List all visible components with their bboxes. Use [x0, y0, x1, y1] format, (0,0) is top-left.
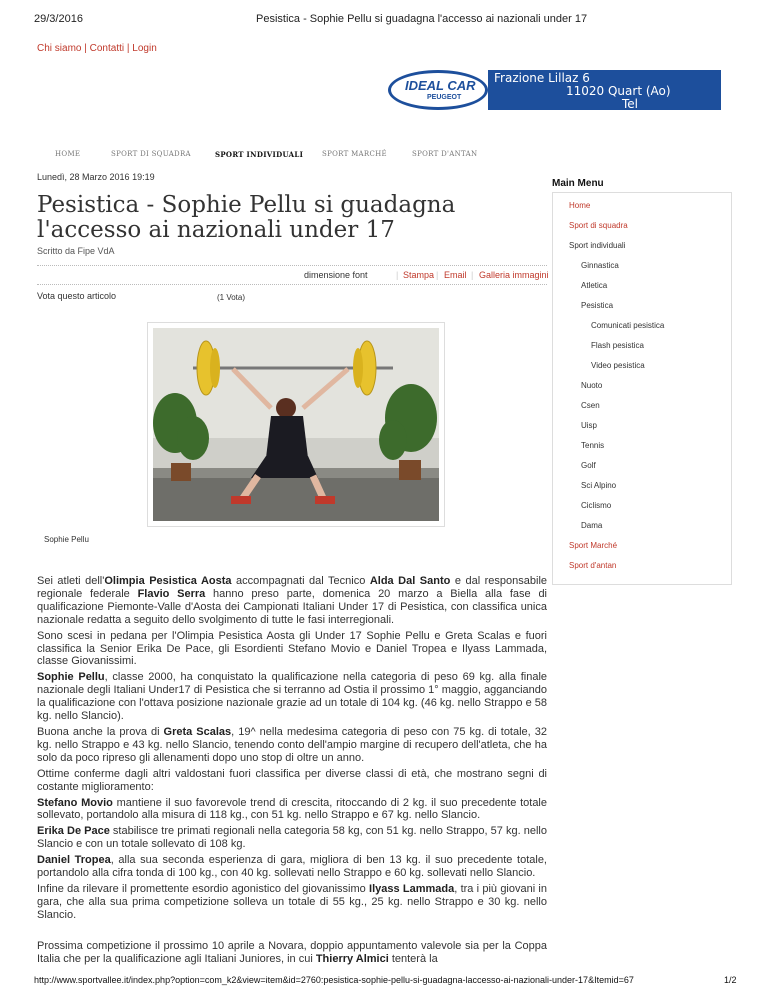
athlete-name: Erika De Pace	[37, 825, 110, 838]
article-body	[37, 575, 547, 968]
paragraph-text: Sei atleti dell'	[37, 575, 105, 587]
athlete-name: Daniel Tropea	[37, 854, 111, 867]
page-number: 1/2	[724, 975, 737, 985]
ad-line-3: Tel 0165/765991	[622, 97, 703, 124]
print-link[interactable]: Stampa	[403, 270, 435, 280]
paragraph-text: Sono scesi in pedana per l'Olimpia Pesistica Aosta gli Under 17 Sophie Pellu e Greta Scalas e fuori classifica la Senior Erika De Pace, gli Esordienti Stefano Movio e Daniel Tropea e Ilyass Lammada, classe Giovanissimi.	[37, 629, 547, 668]
article-paragraph	[37, 825, 547, 851]
menu-item-sport-march-[interactable]: Sport Marché	[569, 541, 618, 550]
link-login[interactable]: Login	[132, 43, 157, 54]
paragraph-text: e dal responsabile regionale federale	[37, 575, 548, 600]
vote-count: (1 Vota)	[217, 293, 246, 302]
menu-item-nuoto[interactable]: Nuoto	[581, 381, 603, 390]
divider	[37, 265, 547, 266]
article-paragraph	[37, 671, 547, 723]
ad-line-1: Frazione Lillaz 6	[494, 71, 590, 85]
article-photo[interactable]	[147, 322, 445, 527]
paragraph-text: mantiene il suo favorevole trend di crescita, ritoccando di 2 kg. il suo precedente totale sollevato, portandolo alla misura di 118 kg., con 51 kg. nello Strappo e 67 kg. nello Slancio.	[37, 796, 547, 822]
ad-brand: IDEAL CAR	[405, 78, 476, 93]
menu-item-ciclismo[interactable]: Ciclismo	[581, 501, 612, 510]
athlete-name: Alda Dal Santo	[369, 575, 451, 587]
nav-sport-marche[interactable]: SPORT MARCHÉ	[322, 150, 387, 158]
menu-item-pesistica[interactable]: Pesistica	[581, 301, 614, 310]
paragraph-text: tenterà la	[388, 952, 438, 965]
athlete-name: Sophie Pellu	[37, 671, 105, 684]
article-paragraph	[37, 630, 547, 669]
menu-item-flash-pesistica[interactable]: Flash pesistica	[591, 341, 644, 350]
athlete-name: Stefano Movio	[37, 796, 113, 809]
main-menu	[552, 192, 732, 585]
article-paragraph	[37, 768, 547, 794]
print-date: 29/3/2016	[34, 13, 83, 25]
top-links: Chi siamo | Contatti | Login	[37, 43, 157, 54]
photo-caption: Sophie Pellu	[44, 535, 89, 544]
paragraph-text: , alla sua seconda esperienza di gara, migliora di ben 13 kg. il suo precedente totale, portandolo alla cifra tonda di 100 kg., con 40 kg. sollevati nello Strappo e 60 kg. sollevati nello Slancio.	[37, 854, 547, 880]
article-paragraph	[37, 575, 547, 627]
menu-item-ginnastica[interactable]: Ginnastica	[581, 261, 619, 270]
main-menu-title: Main Menu	[552, 178, 604, 189]
divider	[37, 284, 547, 285]
athlete-name: Ilyass Lammada	[369, 882, 455, 895]
article-paragraph	[37, 726, 547, 765]
gallery-link[interactable]: Galleria immagini	[479, 270, 549, 280]
article-date: Lunedì, 28 Marzo 2016 19:19	[37, 172, 155, 182]
paragraph-text: Buona anche la prova di	[37, 725, 164, 738]
menu-item-comunicati-pesistica[interactable]: Comunicati pesistica	[591, 321, 665, 330]
link-chi-siamo[interactable]: Chi siamo	[37, 43, 82, 54]
menu-item-atletica[interactable]: Atletica	[581, 281, 608, 290]
menu-item-sport-di-squadra[interactable]: Sport di squadra	[569, 221, 628, 230]
paragraph-text: hanno preso parte, domenica 20 marzo a Biella alla fase di qualificazione Piemonte-Valle d'Aosta dei Campionati Italiani Under 17 di Pesistica, con classifica unica nazionale redatta a seguito dello svolgimento di tutte le fasi interregionali.	[37, 587, 547, 626]
paragraph-text: , classe 2000, ha conquistato la qualificazione nella categoria di peso 69 kg. alla finale nazionale degli Italiani Under17 di Pesistica che si terranno ad Ostia il prossimo 1° maggio, agganciando la qualificazione con l'ottava posizione nazionale grazie ad un totale di 104 kg. (46 kg. nello Strappo e 58 kg. nello Slancio).	[37, 671, 548, 723]
article-title: Pesistica - Sophie Pellu si guadagna l'accesso ai nazionali under 17	[37, 192, 456, 243]
menu-item-csen[interactable]: Csen	[581, 401, 600, 410]
athlete-name: Olimpia Pesistica Aosta	[104, 575, 232, 587]
athlete-name: Flavio Serra	[137, 587, 206, 600]
ad-banner[interactable]	[388, 70, 721, 124]
menu-item-uisp[interactable]: Uisp	[581, 421, 598, 430]
paragraph-text: Prossima competizione il prossimo 10 aprile a Novara, doppio appuntamento valevole sia per la Coppa Italia che per la qualificazione agli Italiani Juniores, in cui	[37, 939, 547, 965]
nav-sport-individuali[interactable]: SPORT INDIVIDUALI	[215, 150, 304, 159]
print-page-title: Pesistica - Sophie Pellu si guadagna l'accesso ai nazionali under 17	[256, 13, 588, 25]
menu-item-tennis[interactable]: Tennis	[581, 441, 605, 450]
article-paragraph	[37, 883, 547, 922]
email-link[interactable]: Email	[444, 270, 467, 280]
menu-item-sport-d-antan[interactable]: Sport d'antan	[569, 561, 617, 570]
menu-item-dama[interactable]: Dama	[581, 521, 603, 530]
link-contatti[interactable]: Contatti	[89, 43, 125, 54]
menu-item-sport-individuali[interactable]: Sport individuali	[569, 241, 626, 250]
menu-item-golf[interactable]: Golf	[581, 461, 596, 470]
article-paragraph	[37, 797, 547, 823]
rate-label: Vota questo articolo	[37, 291, 117, 301]
athlete-name: Greta Scalas	[163, 725, 232, 738]
ad-address	[488, 70, 721, 124]
nav-home[interactable]: HOME	[55, 150, 81, 158]
ad-line-2: 11020 Quart (Ao)	[566, 84, 671, 98]
paragraph-text: accompagnati dal Tecnico	[231, 575, 370, 587]
print-footer-url: http://www.sportvallee.it/index.php?option=com_k2&view=item&id=2760:pesistica-sophie-pellu-si-guadagna-laccesso-ai-nazionali-under-17&Itemid=67	[34, 975, 634, 985]
article-paragraph	[37, 854, 547, 880]
paragraph-text: , 19^ nella medesima categoria di peso con 75 kg. di totale, 32 kg. nello Strappo e 43 kg. nello Slancio, tenendo conto dell'ampio margine di recupero dell'atleta, che ha solo da poco ripreso gli allenamenti dopo uno stop di oltre un anno.	[37, 725, 547, 764]
paragraph-text: , tra i più giovani in gara, che alla sua prima competizione solleva un totale di 55 kg., 25 kg. nello Strappo e 30 kg. nello Slancio.	[37, 882, 547, 921]
menu-item-video-pesistica[interactable]: Video pesistica	[591, 361, 645, 370]
menu-item-sci-alpino[interactable]: Sci Alpino	[581, 481, 617, 490]
paragraph-text: Infine da rilevare il promettente esordio agonistico del giovanissimo	[37, 882, 370, 895]
nav-sport-di-squadra[interactable]: SPORT DI SQUADRA	[111, 150, 191, 158]
athlete-name: Thierry Almici	[315, 952, 389, 965]
article-paragraph	[37, 940, 547, 966]
ad-brand-sub: PEUGEOT	[427, 94, 462, 101]
weightlifter-image	[153, 328, 439, 521]
nav-sport-dantan[interactable]: SPORT D'ANTAN	[412, 150, 478, 158]
menu-item-home[interactable]: Home	[569, 201, 591, 210]
ad-logo	[388, 70, 488, 110]
font-size-label[interactable]: dimensione font	[304, 270, 368, 280]
paragraph-text: Ottime conferme dagli altri valdostani fuori classifica per diverse classi di età, che mostrano segni di costante miglioramento:	[37, 767, 547, 793]
paragraph-text: stabilisce tre primati regionali nella categoria 58 kg, con 51 kg. nello Strappo, 57 kg. nello Slancio e con un totale sollevato di 108 kg.	[37, 825, 547, 851]
article-author: Scritto da Fipe VdA	[37, 246, 115, 256]
